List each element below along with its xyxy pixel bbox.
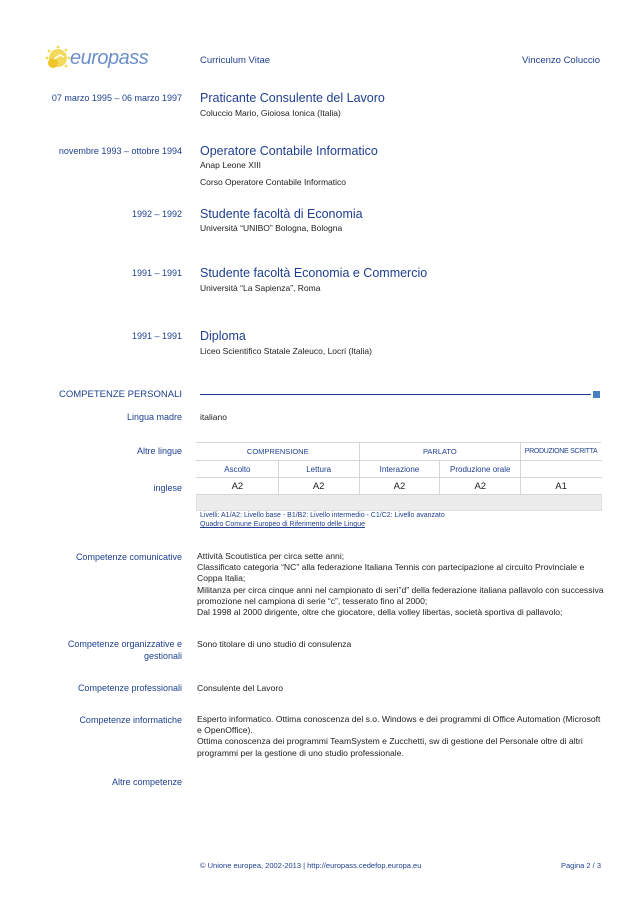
organizational-skills-text: Sono titolare di uno studio di consulenza	[197, 639, 352, 649]
experience-detail: Anap Leone XIII	[200, 160, 261, 170]
communication-skill-line: Dal 1998 al 2000 dirigente, oltre che giocatore, della volley libertas, società sportiva di pallavolo;	[197, 607, 563, 618]
experience-dates: novembre 1993 – ottobre 1994	[58, 146, 182, 156]
experience-dates: 1991 – 1991	[131, 268, 182, 278]
level-oral-production: A2	[440, 478, 521, 495]
computer-skill-line: Ottima conoscenza dei programmi TeamSystem e Zucchetti, sw di gestione del Personale oltre di altri programmi per la gestione di uno studio professionale.	[197, 736, 583, 758]
professional-skills-text: Consulente del Lavoro	[197, 683, 283, 693]
certificate-row	[197, 495, 602, 511]
level-writing: A1	[521, 478, 602, 495]
europass-logo	[44, 44, 154, 76]
experience-title: Praticante Consulente del Lavoro	[200, 91, 385, 105]
experience-detail: Università “La Sapienza”, Roma	[200, 283, 321, 293]
experience-detail: Università “UNIBO” Bologna, Bologna	[200, 223, 343, 233]
experience-dates: 07 marzo 1995 – 06 marzo 1997	[51, 93, 182, 103]
computer-skills-label: Competenze informatiche	[79, 715, 182, 725]
communication-skill-line: Militanza per circa cinque anni nel campionato di seri”d” della federazione italiana pallavolo con successiva promozione nel campiona di serie “c”, tesserato fino al 2000;	[197, 584, 604, 606]
level-interaction: A2	[359, 478, 440, 495]
experience-detail: Coluccio Mario, Gioiosa Ionica (Italia)	[200, 108, 341, 118]
section-divider	[200, 394, 591, 395]
footer-page-number: Pagina 2 / 3	[560, 861, 601, 870]
other-languages-label: Altre lingue	[136, 446, 182, 456]
header-comprehension: COMPRENSIONE	[197, 443, 360, 461]
other-skills-label: Altre competenze	[111, 777, 182, 787]
subheader-empty	[521, 461, 602, 478]
experience-dates: 1992 – 1992	[131, 209, 182, 219]
computer-skills-text	[197, 714, 605, 759]
subheader-listening: Ascolto	[197, 461, 279, 478]
person-name: Vincenzo Coluccio	[522, 55, 600, 66]
subheader-reading: Lettura	[278, 461, 359, 478]
section-title: COMPETENZE PERSONALI	[59, 389, 182, 400]
doc-title: Curriculum Vitae	[200, 55, 271, 66]
experience-detail: Liceo Scientifico Statale Zaleuco, Locri (Italia)	[200, 346, 372, 356]
language-table	[196, 442, 602, 511]
mother-tongue-label: Lingua madre	[126, 412, 182, 422]
communication-skill-line: Attività Scoutistica per circa sette anni;	[197, 551, 345, 561]
level-listening: A2	[197, 478, 279, 495]
header-writing: PRODUZIONE SCRITTA	[521, 443, 602, 461]
organizational-skills-label: Competenze organizzative e	[67, 639, 182, 649]
experience-title: Studente facoltà Economia e Commercio	[200, 266, 428, 280]
mother-tongue-value: italiano	[200, 412, 227, 422]
experience-detail: Corso Operatore Contabile Informatico	[200, 177, 346, 187]
level-reading: A2	[278, 478, 359, 495]
communication-skills-label: Competenze comunicative	[75, 552, 182, 562]
professional-skills-label: Competenze professionali	[77, 683, 182, 693]
organizational-skills-label-cont: gestionali	[143, 651, 182, 661]
experience-title: Operatore Contabile Informatico	[200, 144, 378, 158]
computer-skill-line: Esperto informatico. Ottima conoscenza del s.o. Windows e dei programmi di Office Automation (Microsoft e OpenOffice).	[197, 714, 601, 736]
section-square-icon	[593, 391, 600, 398]
experience-dates: 1991 – 1991	[131, 331, 182, 341]
communication-skill-line: Classificato categoria “NC” alla federazione Italiana Tennis con partecipazione al circuito Provinciale e Coppa Italia;	[197, 562, 585, 584]
subheader-oral-production: Produzione orale	[440, 461, 521, 478]
logo-wordmark: europass	[70, 47, 149, 69]
footer-copyright[interactable]: © Unione europea, 2002-2013 | http://europass.cedefop.europa.eu	[200, 861, 422, 870]
levels-legend: Livelli: A1/A2: Livello base - B1/B2: Livello intermedio - C1/C2: Livello avanzato	[200, 512, 445, 519]
experience-title: Studente facoltà di Economia	[200, 207, 363, 221]
subheader-interaction: Interazione	[359, 461, 440, 478]
communication-skills-text	[197, 551, 605, 618]
cefr-link[interactable]: Quadro Comune Europeo di Riferimento delle Lingue	[200, 521, 365, 528]
header-speaking: PARLATO	[359, 443, 521, 461]
experience-title: Diploma	[200, 329, 246, 343]
language-name: inglese	[153, 483, 182, 493]
